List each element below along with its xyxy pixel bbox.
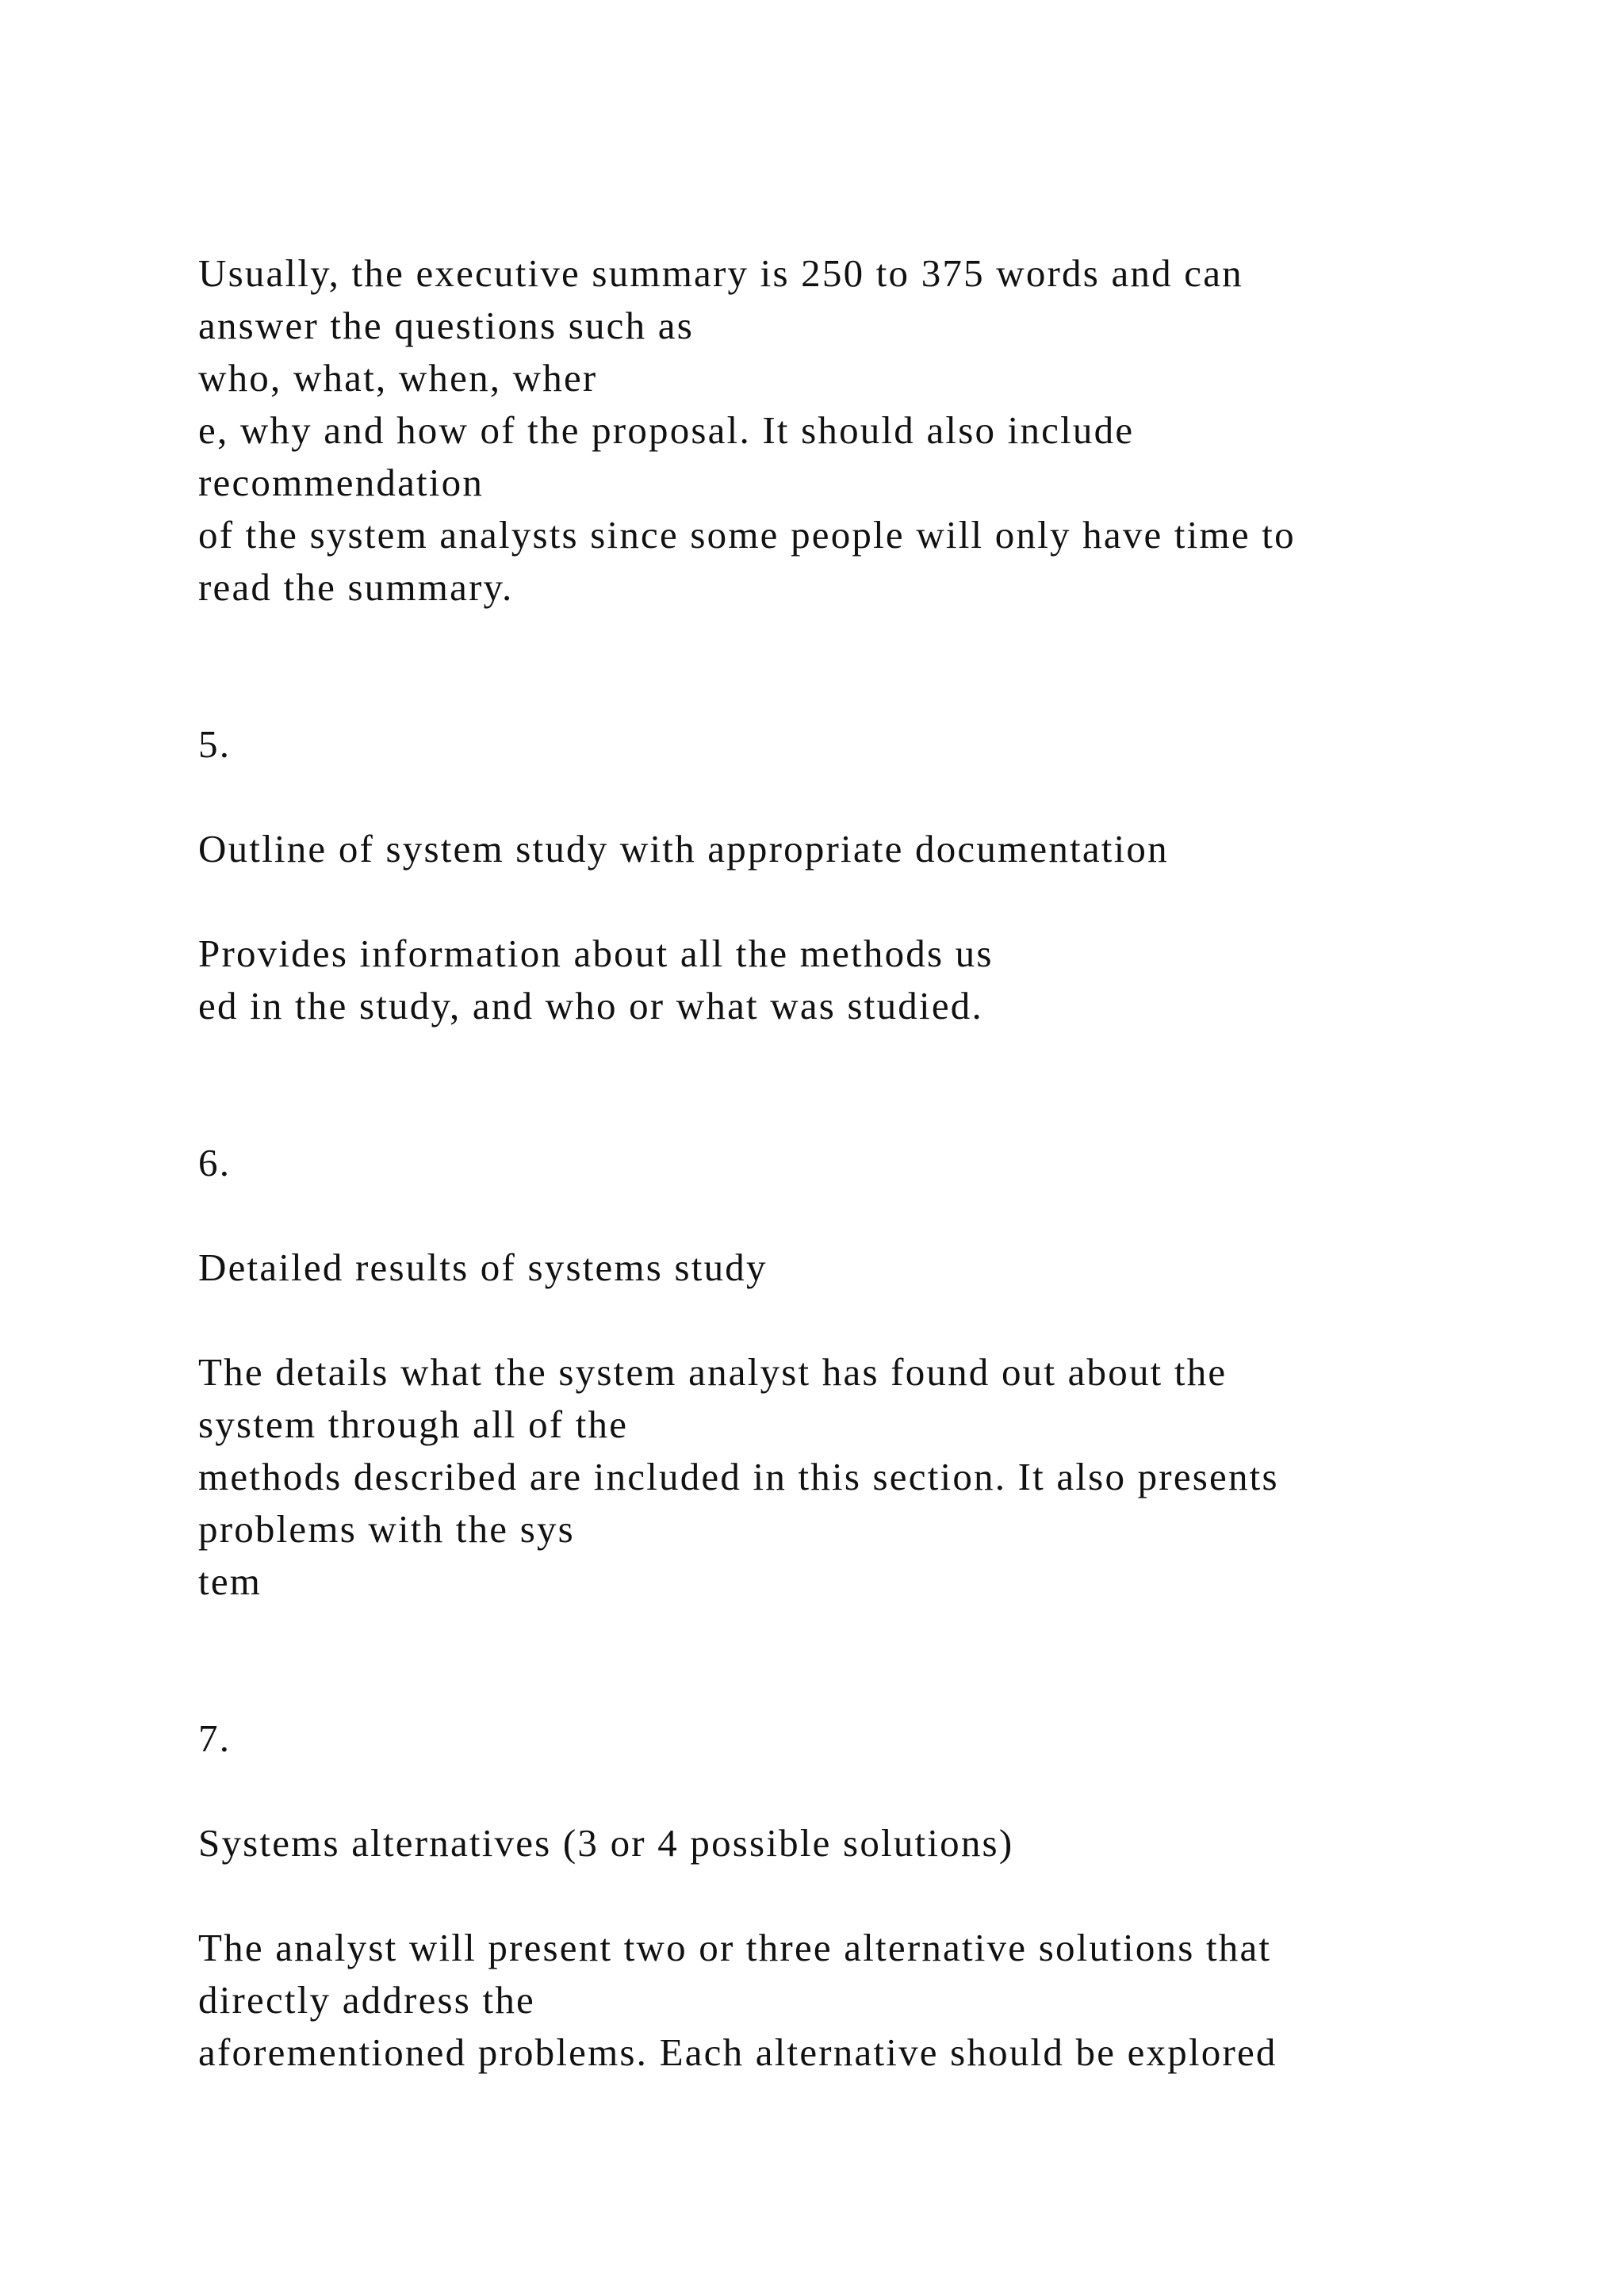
paragraph-line: system through all of the [198,1402,629,1446]
paragraph-line: tem [198,1559,262,1603]
section-number: 6. [198,1141,232,1184]
paragraph-line: The details what the system analyst has found out about the [198,1350,1228,1394]
paragraph-line: methods described are included in this section. It also presents [198,1455,1279,1498]
paragraph-line: recommendation [198,461,485,504]
paragraph-line: Provides information about all the methods us [198,932,994,975]
section-heading: Detailed results of systems study [198,1246,768,1289]
section-number: 7. [198,1716,232,1760]
section-number: 5. [198,722,232,766]
paragraph-line: of the system analysts since some people will only have time to [198,513,1296,557]
paragraph-line: answer the questions such as [198,304,694,347]
paragraph-line: who, what, when, wher [198,356,598,400]
paragraph-line: ed in the study, and who or what was studied. [198,984,983,1027]
paragraph-line: read the summary. [198,565,514,609]
paragraph-line: Usually, the executive summary is 250 to 375 words and can [198,251,1243,295]
paragraph-line: problems with the sys [198,1507,575,1551]
section-heading: Outline of system study with appropriate documentation [198,827,1169,871]
paragraph-line: directly address the [198,1978,535,2022]
paragraph-line: aforementioned problems. Each alternative should be explored [198,2030,1277,2074]
paragraph-line: e, why and how of the proposal. It should also include [198,408,1135,452]
paragraph-line: The analyst will present two or three alternative solutions that [198,1926,1272,1969]
section-heading: Systems alternatives (3 or 4 possible solutions) [198,1821,1014,1865]
